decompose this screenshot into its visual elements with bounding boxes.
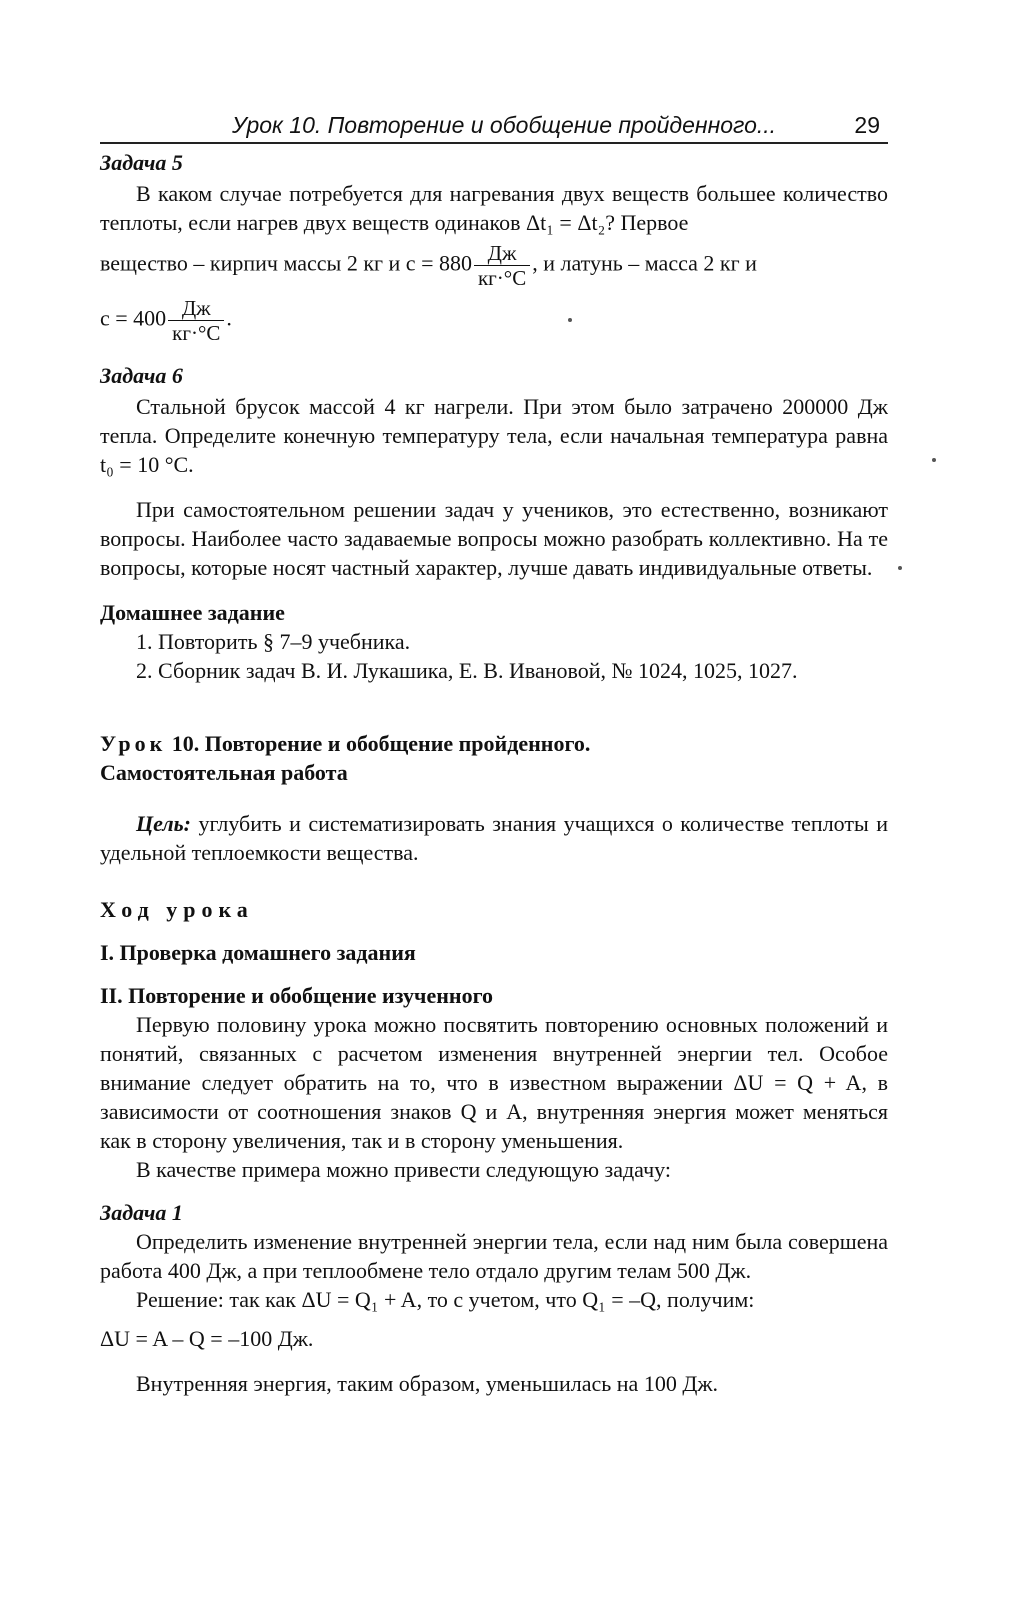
- lesson-title-line-2: Самостоятельная работа: [100, 760, 348, 785]
- task5-line3-start: вещество – кирпич массы 2 кг и c = 880: [100, 250, 472, 276]
- task1-text: Определить изменение внутренней энергии тела, если над ним была совершена работа 400 Дж, а при теплообмене тело отдало другим телам 500 Дж.: [100, 1229, 888, 1283]
- goal-text: углубить и систематизировать знания учащихся о количестве теплоты и удельной теплоемкости вещества.: [100, 811, 888, 865]
- lesson-title-line-1: [100, 729, 888, 758]
- running-header: [100, 110, 888, 144]
- task1-conclusion: Внутренняя энергия, таким образом, уменьшилась на 100 Дж.: [136, 1371, 719, 1396]
- task6-heading: Задача 6: [100, 363, 183, 388]
- lesson-goal: [100, 809, 888, 867]
- task5-heading: Задача 5: [100, 150, 183, 175]
- course-paragraph-2: В качестве примера можно привести следующую задачу:: [136, 1157, 671, 1182]
- task5-formula-line-2: [100, 296, 888, 345]
- task1-solution: Решение: так как ΔU = Q₁ + A, то с учетом, что Q₁ = –Q, получим:: [136, 1287, 755, 1312]
- task1-heading: Задача 1: [100, 1200, 183, 1225]
- fraction-unit: [474, 241, 530, 290]
- fraction-numerator: Дж: [474, 241, 530, 266]
- paragraph-questions: При самостоятельном решении задач у учеников, это естественно, возникают вопросы. Наиболее часто задаваемые вопросы можно разобрать коллективно. На те вопросы, которые носят частный характер, лучше давать индивидуальные ответы.: [100, 497, 888, 580]
- fraction-denominator-2: кг·°С: [172, 321, 221, 345]
- fraction-unit-2: [168, 296, 224, 345]
- course-paragraph-1: Первую половину урока можно посвятить повторению основных положений и понятий, связанных с расчетом изменения внутренней энергии тел. Особое внимание следует обратить на то, что в известном выражении ΔU = Q + A, в зависимости от соотношения знаков Q и A, внутренняя энергия может меняться как в сторону увеличения, так и в сторону уменьшения.: [100, 1012, 888, 1153]
- task5-formula-line: [100, 241, 888, 290]
- homework-item-2: 2. Сборник задач В. И. Лукашика, Е. В. Ивановой, № 1024, 1025, 1027.: [136, 658, 798, 683]
- course-heading: Ход урока: [100, 897, 254, 922]
- header-title: Урок 10. Повторение и обобщение пройденного...: [232, 112, 777, 138]
- fraction-numerator-2: Дж: [168, 296, 224, 321]
- homework-heading: Домашнее задание: [100, 600, 285, 625]
- lesson-title-word: Урок: [100, 731, 167, 756]
- section-2-heading: II. Повторение и обобщение изученного: [100, 983, 494, 1008]
- task6-text: Стальной брусок массой 4 кг нагрели. При этом было затрачено 200000 Дж тепла. Определите конечную температуру тела, если начальная температура равна t₀ = 10 °С.: [100, 394, 888, 477]
- page-content: [100, 148, 888, 1398]
- task5-text: В каком случае потребуется для нагревания двух веществ большее количество теплоты, если нагрев двух веществ одинаков Δt₁ = Δt₂? Первое: [100, 181, 888, 235]
- task5-line3-end: , и латунь – масса 2 кг и: [532, 250, 757, 276]
- task1-equation: ΔU = A – Q = –100 Дж.: [100, 1326, 314, 1351]
- fraction-denominator: кг·°С: [477, 266, 527, 290]
- scan-speck: [898, 566, 902, 570]
- task5-line4-end: .: [226, 305, 232, 331]
- lesson-title: [100, 729, 888, 787]
- scan-speck: [932, 458, 936, 462]
- homework-item-1: 1. Повторить § 7–9 учебника.: [136, 629, 411, 654]
- task5-line4-start: c = 400: [100, 305, 167, 331]
- section-1-heading: I. Проверка домашнего задания: [100, 940, 416, 965]
- lesson-title-rest: 10. Повторение и обобщение пройденного.: [171, 731, 591, 756]
- page-number: 29: [854, 112, 880, 138]
- scan-speck: [568, 318, 572, 322]
- goal-label: Цель:: [136, 811, 191, 836]
